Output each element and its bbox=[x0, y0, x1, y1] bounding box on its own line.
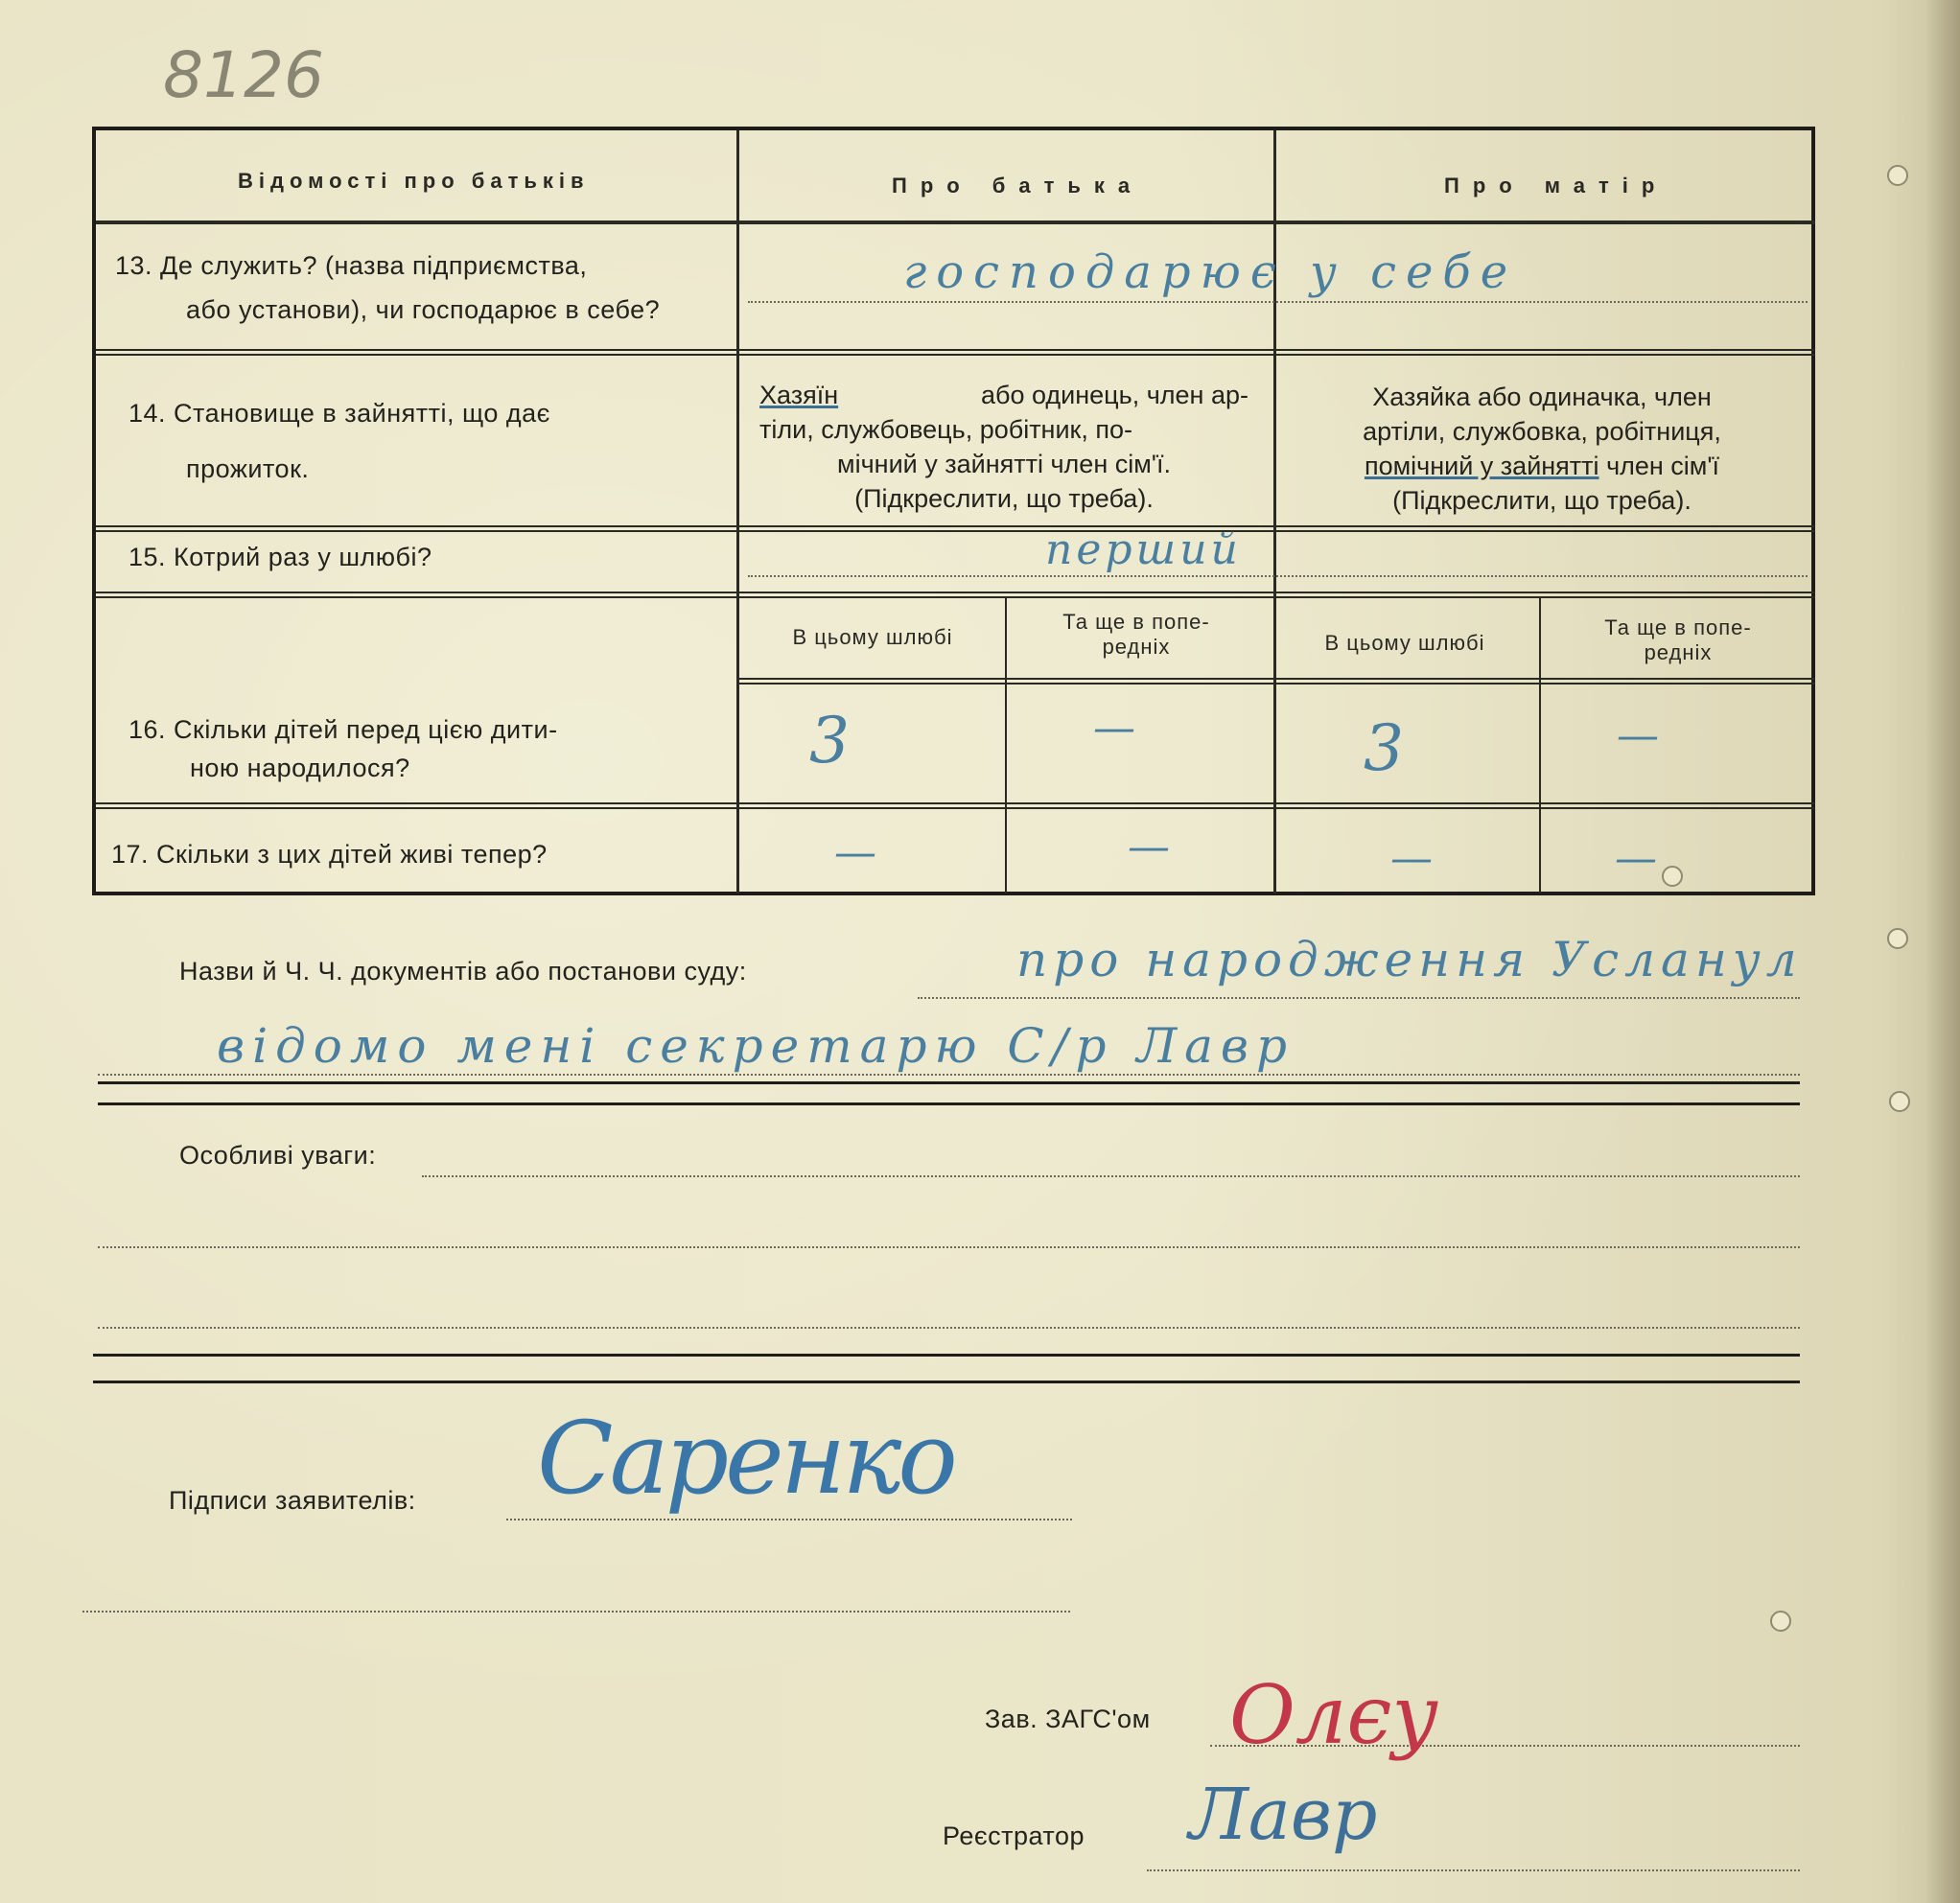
documents-label: Назви й Ч. Ч. документів або постанови суду: bbox=[179, 957, 747, 986]
section-rule bbox=[98, 1081, 1800, 1084]
page-edge-shadow bbox=[1925, 0, 1960, 1903]
section-rule bbox=[98, 1102, 1800, 1105]
applicant-signature: Саренко bbox=[537, 1400, 954, 1517]
subheader-line: Та ще в попе- bbox=[1062, 610, 1210, 634]
section-rule bbox=[93, 1354, 1800, 1357]
q14-father-text: тіли, службовець, робітник, по- bbox=[759, 415, 1132, 444]
remarks-label: Особливі уваги: bbox=[179, 1141, 377, 1170]
q14-mother-text: член сім'ї bbox=[1606, 452, 1720, 480]
row-rule bbox=[96, 592, 1815, 598]
registry-head-label: Зав. ЗАГС'ом bbox=[985, 1705, 1151, 1733]
remarks-line bbox=[98, 1327, 1800, 1329]
documents-line bbox=[918, 997, 1800, 999]
parents-info-table bbox=[92, 127, 1815, 895]
q16-mother-prev: — bbox=[1617, 711, 1659, 760]
q15-answer: перший bbox=[1045, 525, 1242, 574]
header-parents-info: Відомості про батьків bbox=[238, 169, 590, 193]
q14-father-text: або одинець, член ар- bbox=[981, 381, 1248, 409]
row-rule bbox=[96, 802, 1815, 809]
q17-father-prev: — bbox=[1128, 823, 1170, 871]
registry-head-signature: Олєу bbox=[1229, 1668, 1439, 1762]
q14-father-selected: Хазяїн bbox=[759, 381, 839, 409]
q14-label: прожиток. bbox=[186, 454, 310, 483]
col-divider bbox=[736, 130, 739, 893]
binding-hole bbox=[1889, 1091, 1910, 1112]
q15-label: 15. Котрий раз у шлюбі? bbox=[128, 543, 432, 571]
subheader-rule bbox=[736, 678, 1815, 685]
q13-answer-line bbox=[748, 301, 1808, 303]
applicants-signature-line bbox=[506, 1519, 1072, 1520]
q14-father-text: (Підкреслити, що треба). bbox=[854, 484, 1154, 513]
q15-answer-line bbox=[748, 575, 1808, 577]
q17-label: 17. Скільки з цих дітей живі тепер? bbox=[111, 840, 548, 869]
q14-mother-options bbox=[1302, 380, 1782, 518]
row-rule bbox=[96, 525, 1815, 532]
subheader-line: Та ще в попе- bbox=[1604, 615, 1752, 639]
registrar-label: Реєстратор bbox=[943, 1822, 1085, 1850]
documents-entry: про народження Усланул bbox=[1016, 932, 1803, 987]
binding-hole bbox=[1887, 165, 1908, 186]
q16-mother-this-header: В цьому шлюбі bbox=[1324, 631, 1485, 655]
remarks-line bbox=[422, 1175, 1800, 1177]
registrar-signature-line bbox=[1147, 1869, 1800, 1871]
section-rule bbox=[93, 1381, 1800, 1383]
applicants-signature-line bbox=[82, 1611, 1070, 1613]
q14-mother-text: Хазяйка або одиначка, член bbox=[1372, 383, 1712, 411]
subheader-line: редніх bbox=[1644, 640, 1713, 664]
subcol-divider bbox=[1539, 597, 1541, 893]
q14-mother-selected: помічний у зайнятті bbox=[1364, 452, 1599, 480]
registrar-signature: Лавр bbox=[1189, 1774, 1378, 1856]
header-father: Про батька bbox=[892, 174, 1144, 197]
remarks-line bbox=[98, 1246, 1800, 1248]
applicants-signatures-label: Підписи заявителів: bbox=[169, 1486, 416, 1515]
binding-hole bbox=[1887, 928, 1908, 949]
q13-answer: господарює у себе bbox=[903, 245, 1518, 299]
q14-father-text: мічний у зайнятті член сім'ї. bbox=[837, 450, 1171, 478]
q16-father-prev: — bbox=[1093, 704, 1135, 753]
q17-father-this: — bbox=[834, 828, 876, 877]
q16-label: 16. Скільки дітей перед цією дити- bbox=[128, 715, 558, 744]
q13-label: або установи), чи господарює в себе? bbox=[186, 295, 661, 324]
header-mother: Про матір bbox=[1444, 174, 1668, 197]
documents-line bbox=[98, 1074, 1800, 1076]
q14-mother-text: артіли, службовка, робітниця, bbox=[1363, 417, 1721, 446]
q14-father-options bbox=[759, 378, 1248, 516]
q16-father-this: 3 bbox=[809, 704, 850, 777]
q13-label: 13. Де служить? (назва підприємства, bbox=[115, 251, 588, 280]
q16-father-this-header: В цьому шлюбі bbox=[792, 625, 953, 649]
q17-mother-prev: — bbox=[1615, 834, 1657, 883]
subheader-line: редніх bbox=[1102, 635, 1171, 659]
q14-label: 14. Становище в зайнятті, що дає bbox=[128, 399, 550, 428]
q16-label: ною народилося? bbox=[190, 754, 410, 782]
subcol-divider bbox=[1005, 597, 1007, 893]
q16-mother-this: 3 bbox=[1364, 711, 1404, 785]
documents-entry: відомо мені секретарю С/р Лавр bbox=[217, 1018, 1295, 1074]
q17-mother-this: — bbox=[1390, 834, 1433, 883]
archive-number: 8126 bbox=[163, 38, 324, 112]
row-rule bbox=[96, 349, 1815, 356]
q16-mother-prev-header bbox=[1553, 615, 1803, 665]
q14-mother-text: (Підкреслити, що треба). bbox=[1392, 486, 1692, 515]
q16-father-prev-header bbox=[1016, 610, 1256, 660]
header-rule bbox=[96, 220, 1815, 224]
binding-hole bbox=[1770, 1611, 1791, 1632]
